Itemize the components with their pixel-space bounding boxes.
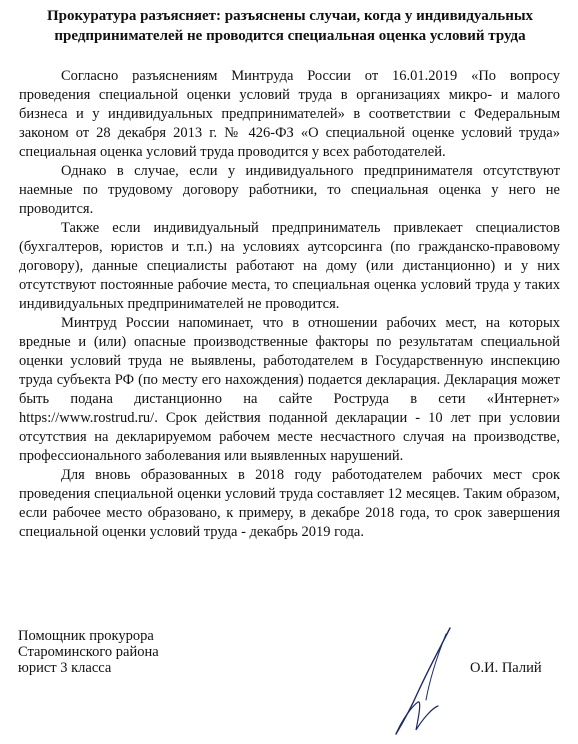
document-title: Прокуратура разъясняет: разъяснены случаи, когда у индивидуальных предпринимателей не проводится специальная оценка условий труда <box>46 8 534 44</box>
signer-name: О.И. Палий <box>470 660 542 676</box>
signer-position-line-1: Помощник прокурора <box>18 628 154 644</box>
signature-block <box>18 628 159 676</box>
paragraph-5: Для вновь образованных в 2018 году работодателем рабочих мест срок проведения специальной оценки условий труда составляет 12 месяцев. Таким образом, если рабочее место образовано, к примеру, в декабре 2018 года, то срок завершения специальной оценки условий труда - декабрь 2019 года. <box>19 467 560 540</box>
signer-position-line-3: юрист 3 класса <box>18 660 112 676</box>
handwritten-signature <box>388 624 488 740</box>
paragraph-3: Также если индивидуальный предприниматель привлекает специалистов (бухгалтеров, юристов и т.п.) на условиях аутсорсинга (по гражданско-правовому договору), данные специалисты работают на дому (или дистанционно) и у них отсутствуют постоянные рабочие места, то специальная оценка условий труда у таких индивидуальных предпринимателей не проводится. <box>19 220 560 312</box>
paragraph-4: Минтруд России напоминает, что в отношении рабочих мест, на которых вредные и (или) опасные производственные факторы по результатам специальной оценки условий труда не выявлены, работодателем в Государственную инспекцию труда субъекта РФ (по месту его нахождения) подается декларация. Декларация может быть подана дистанционно на сайте Роструда в сети «Интернет» https://www.rostrud.ru/. Срок действия поданной декларации - 10 лет при условии отсутствия на декларируемом рабочем месте несчастного случая на производстве, профессионального заболевания или выявленных нарушений. <box>19 315 560 464</box>
document-body <box>19 67 560 542</box>
signer-position-line-2: Староминского района <box>18 644 159 660</box>
paragraph-2: Однако в случае, если у индивидуального предпринимателя отсутствуют наемные по трудовому договору работники, то специальная оценка у него не проводится. <box>19 163 560 217</box>
paragraph-1: Согласно разъяснениям Минтруда России от 16.01.2019 «По вопросу проведения специальной оценки условий труда в организациях микро- и малого бизнеса и у индивидуальных предпринимателей» в соответствии с Федеральным законом от 28 декабря 2013 г. № 426-ФЗ «О специальной оценке условий труда» специальная оценка условий труда проводится у всех работодателей. <box>19 68 560 160</box>
